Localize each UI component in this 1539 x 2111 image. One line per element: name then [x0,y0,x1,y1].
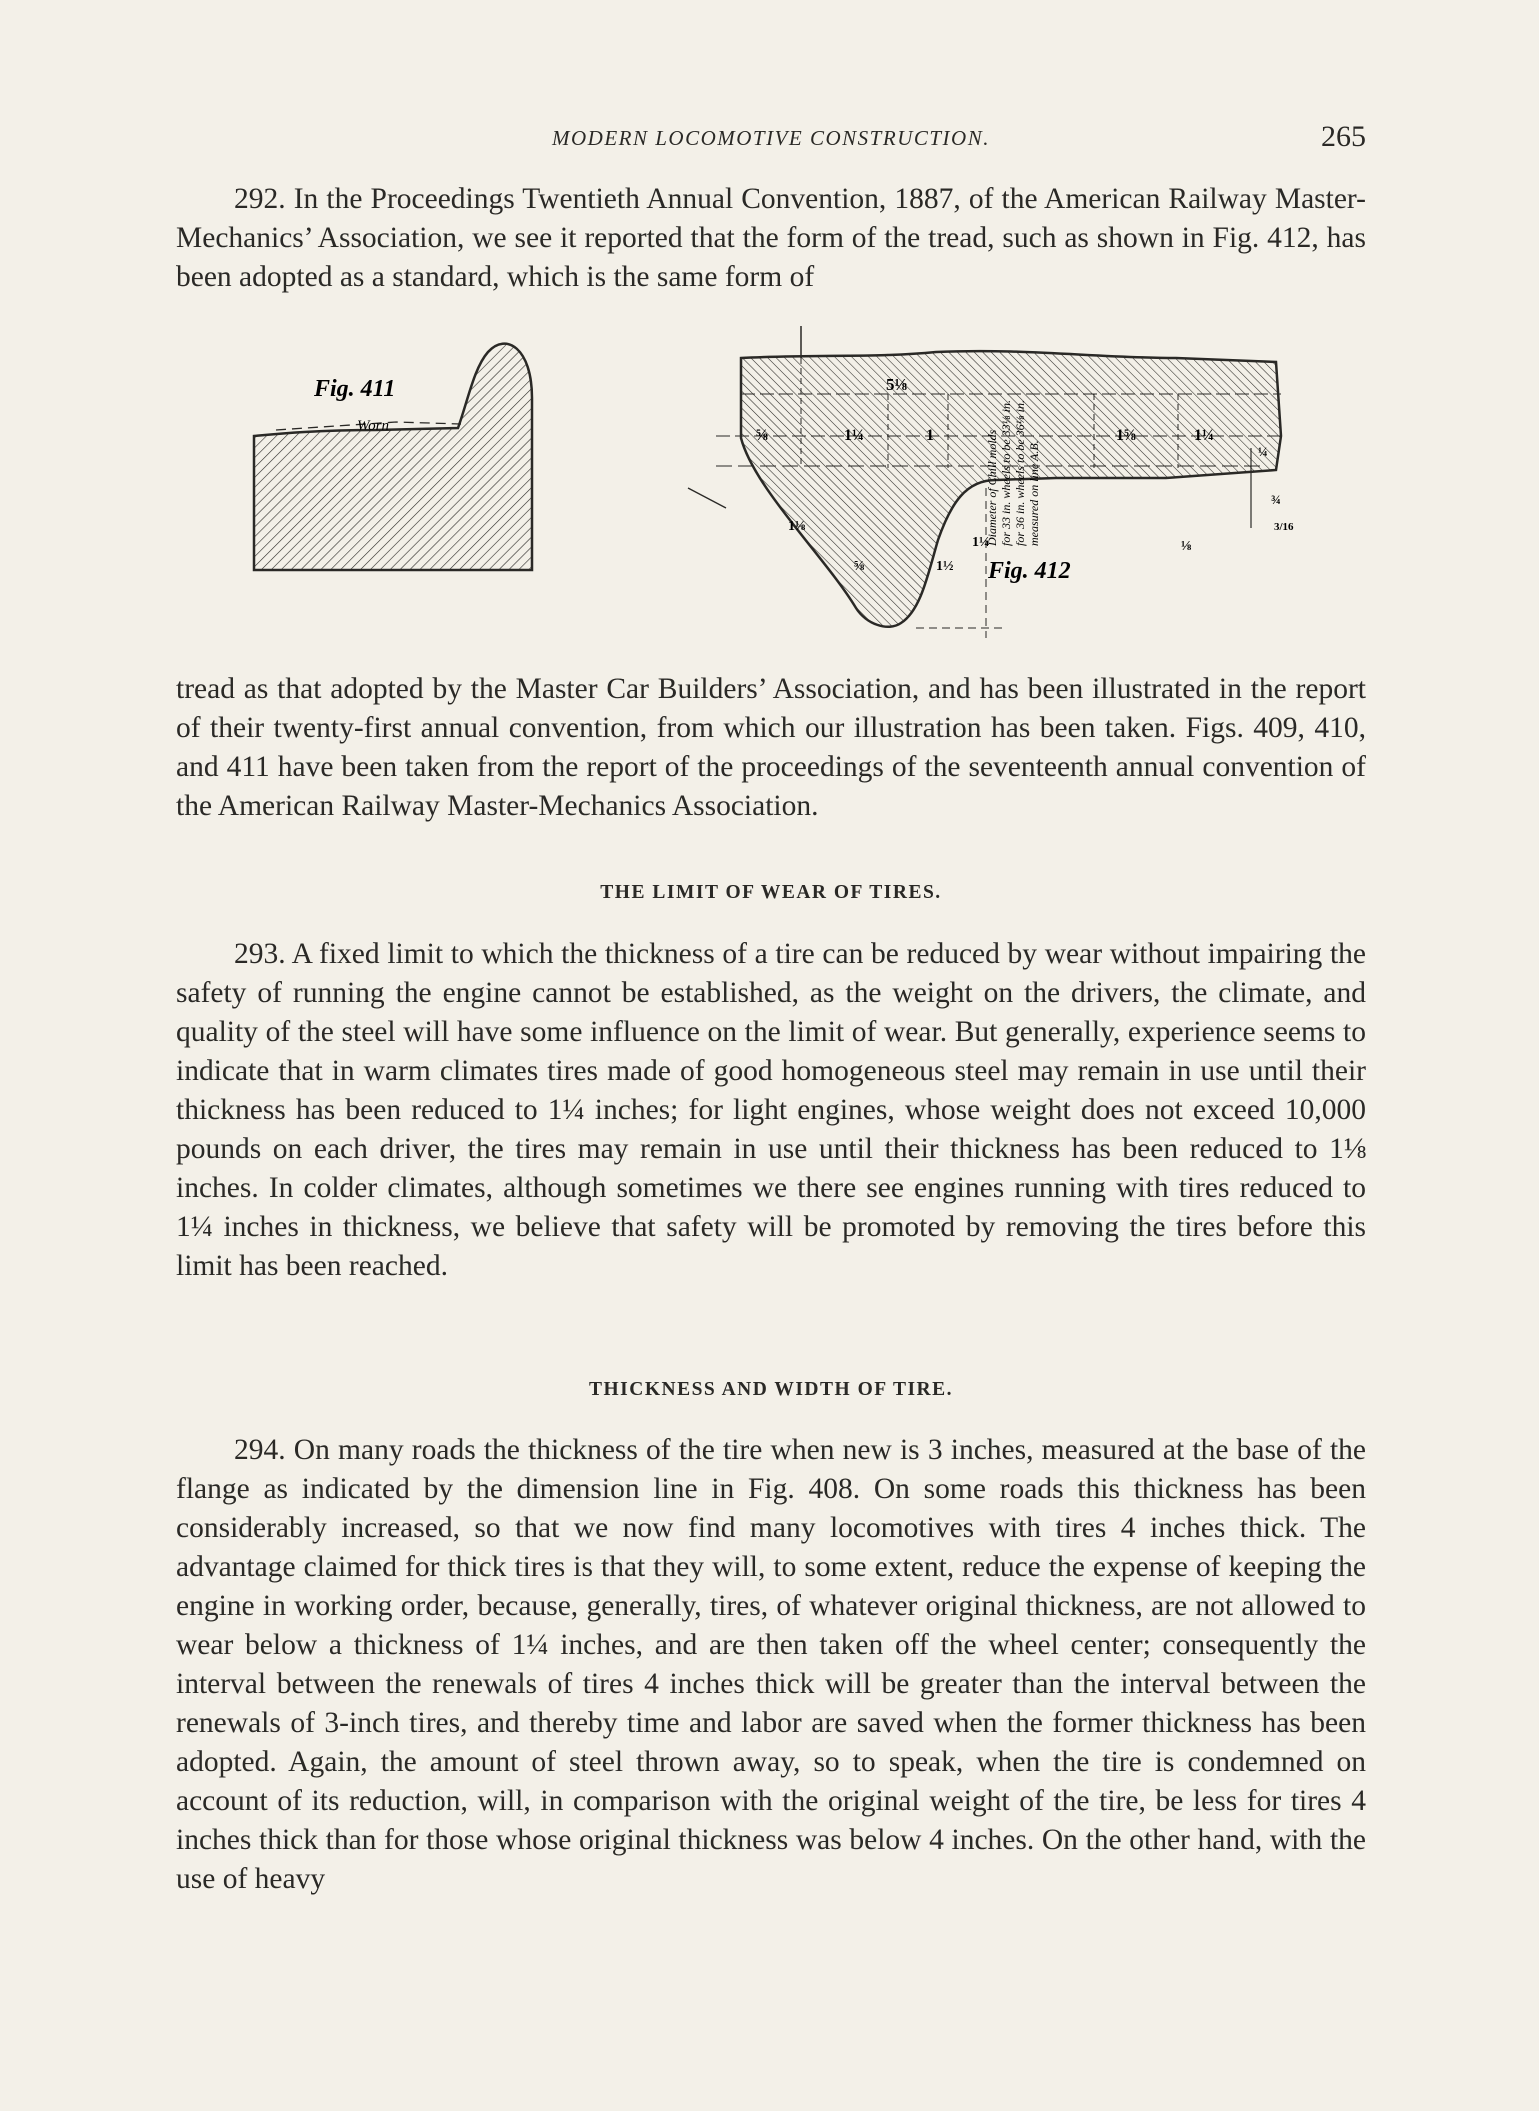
fig-411-drawing [254,344,532,570]
paragraph-293: 293. A fixed limit to which the thickness of a tire can be reduced by wear without impairing the safety of running the engine cannot be established, as the weight on the drivers, the climate, and quality of the steel will have some influence on the limit of wear. But generally, experience seems to indicate that in warm climates tires made of good homogeneous steel may remain in use until their thickness has been reduced to 1¼ inches; for light engines, whose weight does not exceed 10,000 pounds on each driver, the tires may remain in use until their thickness has been reduced to 1⅛ inches. In colder climates, although sometimes we there see engines running with tires reduced to 1¼ inches in thickness, we believe that safety will be promoted by removing the tires before this limit has been reached. [176,938,1366,1282]
dim-label: ⅛ [1181,539,1192,554]
vertical-note-line: measured on line A.B. [1027,440,1041,546]
paragraph-292-part-1: 292. In the Proceedings Twentieth Annual Convention, 1887, of the American Railway Master-Mechanics’ Association, we see it reported that the form of the tread, such as shown in Fig. 412, has been adopted as a standard, which is the same form of [176,183,1366,293]
dim-label: 1¼ [972,535,990,550]
vertical-note-line: for 33 in. wheels to be 33⅛ in. [999,400,1013,546]
dim-label: 1¼ [844,427,864,444]
section-heading-limit-of-wear: THE LIMIT OF WEAR OF TIRES. [600,882,942,903]
dim-label: 3/16 [1274,521,1294,533]
vertical-note-line: Diameter of Chill molds [985,429,999,546]
dim-label: ¼ [1258,444,1268,459]
running-head: MODERN LOCOMOTIVE CONSTRUCTION. [552,126,990,150]
dim-label: ⅝ [756,427,768,444]
page-header [176,118,1366,158]
fig-412-dim-top: 5⅛ [886,375,908,394]
paragraph-294: 294. On many roads the thickness of the tire when new is 3 inches, measured at the base of the flange as indicated by the dimension line in Fig. 408. On some roads this thickness has been considerably increased, so that we now find many locomotives with tires 4 inches thick. The advantage claimed for thick tires is that they will, to some extent, reduce the expense of keeping the engine in working order, because, generally, tires, of whatever original thickness, are not allowed to wear below a thickness of 1¼ inches, and are then taken off the wheel center; consequently the interval between the renewals of tires 4 inches thick will be greater than the interval between the renewals of 3-inch tires, and thereby time and labor are saved when the former thickness has been adopted. Again, the amount of steel thrown away, so to speak, when the tire is condemned on account of its reduction, will, in comparison with the original weight of the tire, be less for tires 4 inches thick than for those whose original thickness was below 4 inches. On the other hand, with the use of heavy [176,1434,1366,1895]
vertical-note-line: for 36 in. wheels to be 36⅛ in. [1013,400,1027,546]
dim-label: 1½ [936,559,954,574]
dim-label: 1 [926,427,934,444]
page-number: 265 [1321,120,1366,153]
fig-412-caption: Fig. 412 [988,558,1071,584]
section-heading-thickness-width: THICKNESS AND WIDTH OF TIRE. [588,1379,954,1400]
figure-411-412 [176,318,1366,658]
fig-411-caption: Fig. 411 [314,376,396,402]
tire-profile-figures [176,318,1366,658]
dim-label: 1⅛ [788,519,806,534]
fig-411-worn-label: Worn [357,418,389,434]
dim-label: ¾ [1271,492,1281,507]
dim-label: 1⅝ [1116,427,1136,444]
fig-412-drawing [688,326,1294,638]
dim-label: 1¼ [1194,427,1214,444]
paragraph-292-part-2: tread as that adopted by the Master Car Builders’ Association, and has been illustrated in the report of their twenty-first annual convention, from which our illustration has been taken. Figs. 409, 410, and 411 have been taken from the report of the proceedings of the seventeenth annual convention of the American Railway Master-Mechanics Association. [176,673,1366,822]
dim-label: ⅝ [854,559,865,574]
